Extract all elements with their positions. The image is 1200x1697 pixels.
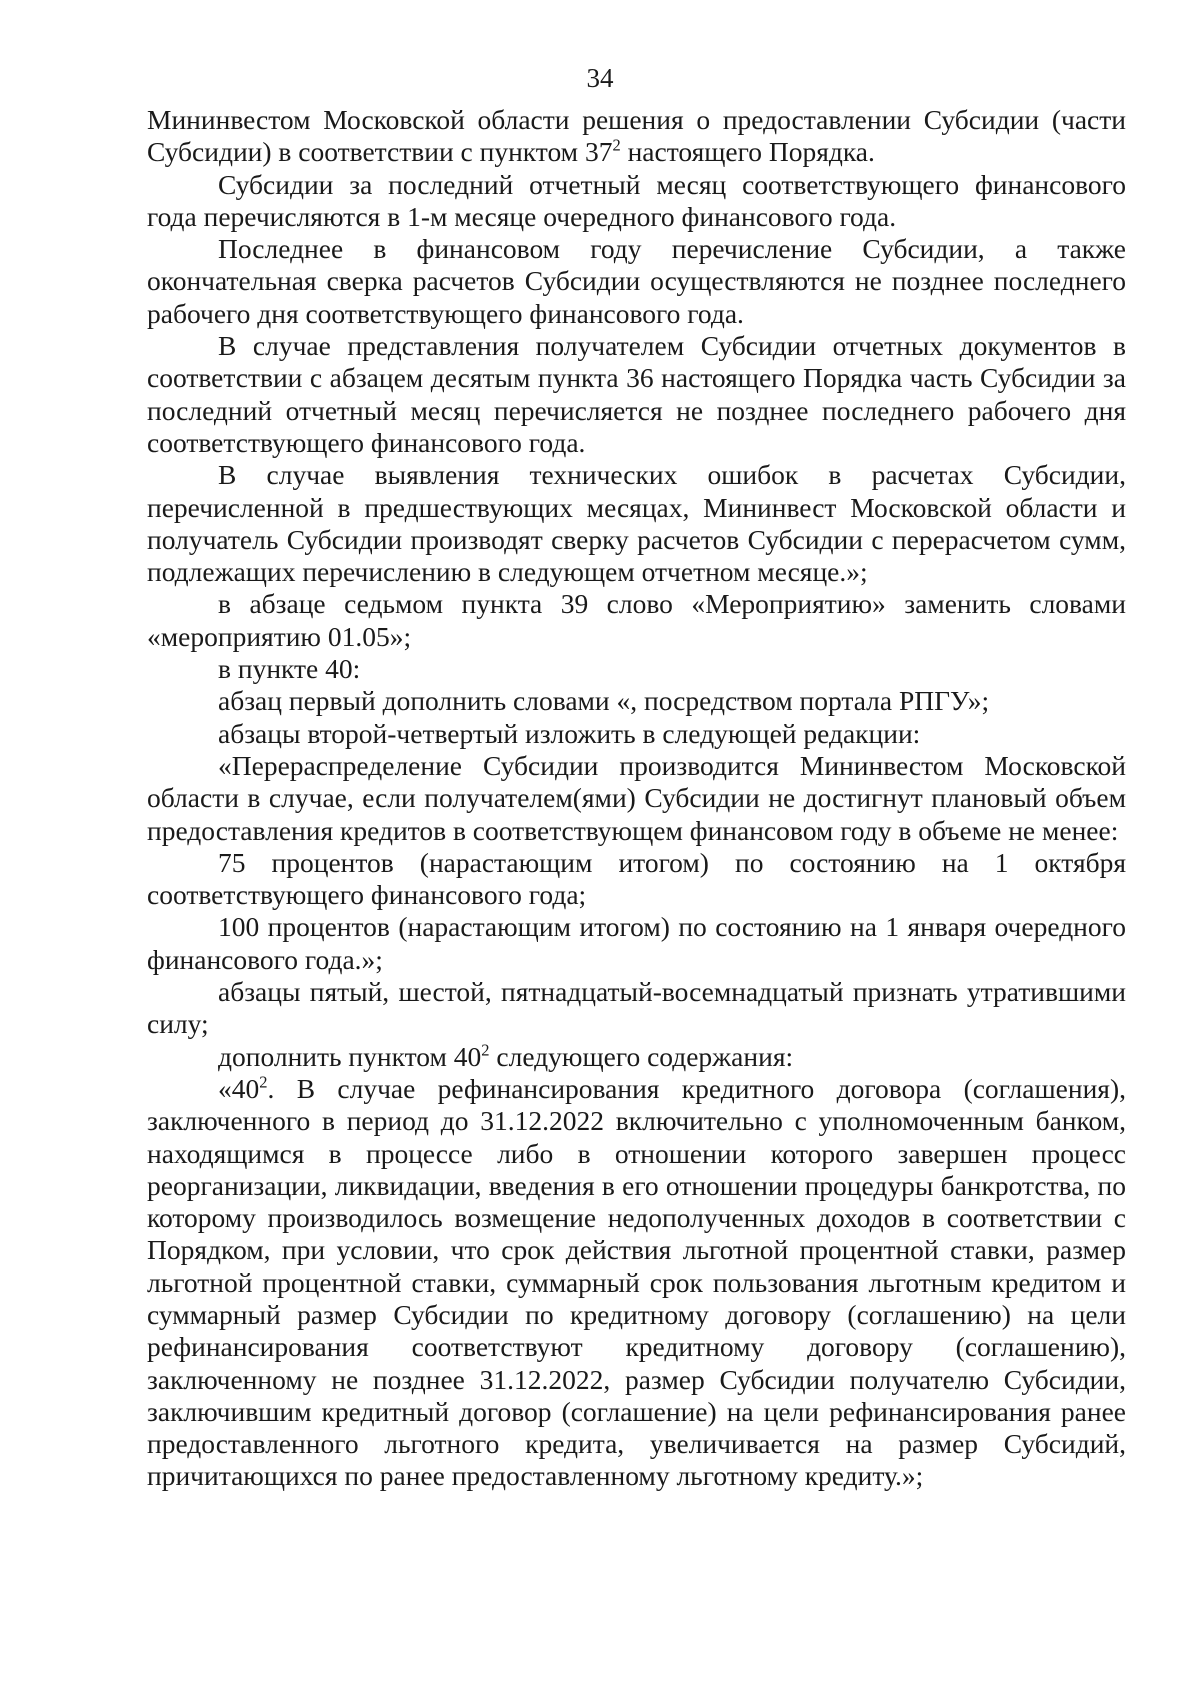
paragraph: Субсидии за последний отчетный месяц соответствующего финансового года перечисляются в 1-м месяце очередного финансового года.	[147, 168, 1126, 232]
paragraph-text-after: . В случае рефинансирования кредитного договора (соглашения), заключенного в период до 31.12.2022 включительно с уполномоченным банком, находящимся в процессе либо в отношении которого завершен процесс реорганизации, ликвидации, введения в его отношении процедуры банкротства, по которому производилось возмещение недополученных доходов в соответствии с Порядком, при условии, что срок действия льготной процентной ставки, размер льготной процентной ставки, суммарный срок пользования льготным кредитом и суммарный размер Субсидии по кредитному договору (соглашению) на цели рефинансирования соответствуют кредитному договору (соглашению), заключенному не позднее 31.12.2022, размер Субсидии получателю Субсидии, заключившим кредитный договор (соглашение) на цели рефинансирования ранее предоставленного льготного кредита, увеличивается на размер Субсидий, причитающихся по ранее предоставленному льготному кредиту.»;	[147, 1072, 1126, 1492]
paragraph	[147, 1073, 1126, 1493]
paragraph-text: дополнить пунктом 40	[218, 1040, 482, 1072]
paragraph: В случае представления получателем Субсидии отчетных документов в соответствии с абзацем десятым пункта 36 настоящего Порядка часть Субсидии за последний отчетный месяц перечисляется не позднее последнего рабочего дня соответствующего финансового года.	[147, 330, 1126, 458]
paragraph: абзацы пятый, шестой, пятнадцатый-восемнадцатый признать утратившими силу;	[147, 976, 1126, 1040]
paragraph: в абзаце седьмом пункта 39 слово «Мероприятию» заменить словами «мероприятию 01.05»;	[147, 588, 1126, 652]
paragraph: В случае выявления технических ошибок в расчетах Субсидии, перечисленной в предшествующих месяцах, Мининвест Московской области и получатель Субсидии производят сверку расчетов Субсидии с перерасчетом сумм, подлежащих перечислению в следующем отчетном месяце.»;	[147, 459, 1126, 588]
paragraph: абзац первый дополнить словами «, посредством портала РПГУ»;	[218, 685, 990, 717]
paragraph: абзацы второй-четвертый изложить в следующей редакции:	[218, 717, 921, 749]
superscript: 2	[481, 1039, 490, 1059]
paragraph	[147, 1041, 1126, 1073]
superscript: 2	[259, 1072, 268, 1092]
paragraph-text-after: настоящего Порядка.	[620, 136, 875, 168]
paragraph-text: Мининвестом Московской области решения о предоставлении Субсидии (части Субсидии) в соответствии с пунктом 37	[147, 104, 1126, 168]
paragraph: «Перераспределение Субсидии производится Мининвестом Московской области в случае, если получателем(ями) Субсидии не достигнут плановый объем предоставления кредитов в соответствующем финансовом году в объеме не менее:	[147, 749, 1126, 846]
page-number: 34	[586, 63, 614, 93]
superscript: 2	[612, 135, 621, 155]
document-body	[147, 104, 1126, 1493]
paragraph: 75 процентов (нарастающим итогом) по состоянию на 1 октября соответствующего финансового года;	[147, 846, 1126, 911]
paragraph: 100 процентов (нарастающим итогом) по состоянию на 1 января очередного финансового года.»;	[147, 911, 1126, 975]
paragraph-text: «40	[218, 1072, 260, 1104]
paragraph-continuation	[147, 104, 1126, 169]
paragraph-text-after: следующего содержания:	[489, 1040, 794, 1072]
paragraph: Последнее в финансовом году перечисление Субсидии, а также окончательная сверка расчетов Субсидии осуществляются не позднее последнего рабочего дня соответствующего финансового года.	[147, 233, 1126, 329]
paragraph: в пункте 40:	[218, 653, 361, 685]
